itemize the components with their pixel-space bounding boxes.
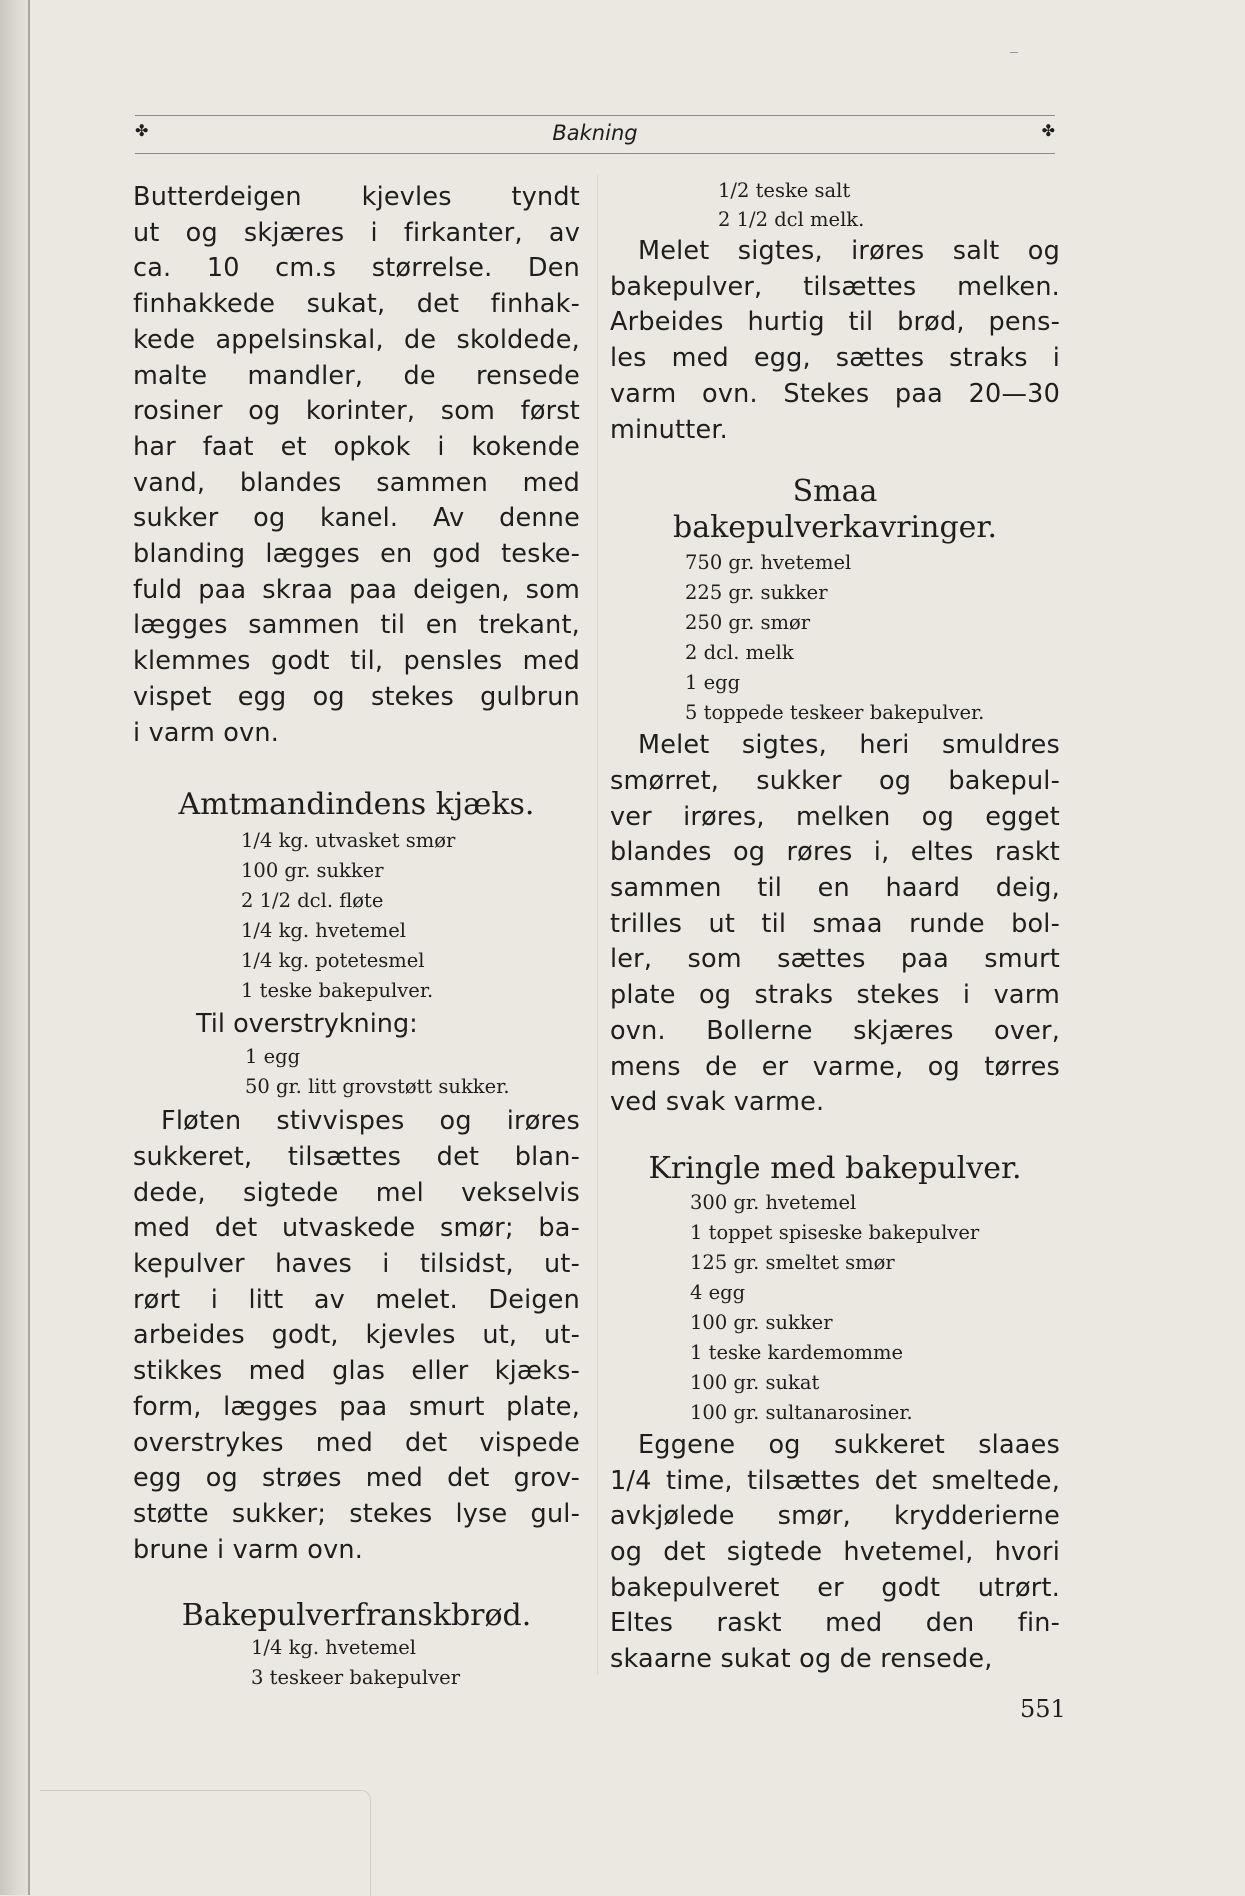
text-line: arbeides godt, kjevles ut, ut-: [133, 1320, 580, 1351]
ingredient-text: kg. potetesmel: [278, 949, 425, 973]
ingredient-text: kg. hvetemel: [278, 919, 407, 943]
ingredient-item: [241, 856, 580, 886]
text-line: vispet egg og stekes gulbrun: [133, 681, 580, 712]
ornament-left-icon: ✤: [135, 121, 149, 140]
text-line: les med egg, sættes straks i: [610, 343, 1060, 374]
topping-list: [133, 1042, 580, 1102]
ingredient-item: [718, 205, 1060, 234]
text-line: fuld paa skraa paa deigen, som: [133, 574, 580, 605]
text-line: lægges sammen til en trekant,: [133, 610, 580, 641]
ingredient-text: kg. hvetemel: [288, 1636, 417, 1660]
ingredient-text: kg. utvasket smør: [278, 829, 456, 853]
intro-paragraph: [133, 180, 580, 751]
ingredient-text: 3 teskeer bakepulver: [251, 1666, 461, 1690]
text-line: bakepulver, tilsættes melken.: [610, 271, 1060, 302]
ingredient-text: 1 teske bakepulver.: [241, 979, 434, 1003]
running-header: [135, 115, 1055, 155]
method-bakepulverfranskbrod: [610, 234, 1060, 448]
text-line: blanding lægges en god teske-: [133, 539, 580, 570]
ingredient-text: dcl. fløte: [297, 889, 384, 913]
ingredient-item: 1 egg: [245, 1045, 301, 1069]
text-line: malte mandler, de rensede: [133, 360, 580, 391]
ingredient-item: [251, 1663, 580, 1693]
text-line: stikkes med glas eller kjæks-: [133, 1356, 580, 1387]
ingredient-quantity: 1/4: [251, 1636, 283, 1660]
ingredient-item: 100 gr. sultanarosiner.: [690, 1400, 913, 1424]
method-kavringer: [610, 728, 1060, 1121]
ingredient-item: 1 egg: [685, 671, 741, 695]
ingredient-item: 750 gr. hvetemel: [685, 551, 852, 575]
ingredient-item: [241, 976, 580, 1006]
text-line: brune i varm ovn.: [133, 1534, 364, 1565]
text-line: smørret, sukker og bakepul-: [610, 765, 1060, 796]
ingredient-item: 125 gr. smeltet smør: [690, 1250, 895, 1274]
text-line: kepulver haves i tilsidst, ut-: [133, 1249, 580, 1280]
text-line: avkjølede smør, krydderierne: [610, 1501, 1060, 1532]
ingredient-text: 100 gr. sukker: [241, 859, 384, 883]
text-line: kede appelsinskal, de skoldede,: [133, 324, 580, 355]
ingredient-item: 5 toppede teskeer bakepulver.: [685, 701, 985, 725]
text-line: Butterdeigen kjevles tyndt: [133, 182, 580, 212]
ingredient-item: [718, 176, 1060, 205]
text-line: minutter.: [610, 414, 728, 445]
text-line: ca. 10 cm.s størrelse. Den: [133, 253, 580, 284]
text-line: og det sigtede hvetemel, hvori: [610, 1537, 1060, 1568]
text-line: skaarne sukat og de rensede,: [610, 1644, 993, 1675]
header-title: Bakning: [552, 121, 638, 145]
recipe-title-amtmandindens: Amtmandindens kjæks.: [178, 787, 535, 823]
text-line: Eggene og sukkeret slaaes: [638, 1429, 1060, 1460]
ingredient-item: [241, 826, 580, 856]
method-kringle: [610, 1428, 1060, 1678]
text-line: ovn. Bollerne skjæres over,: [610, 1015, 1060, 1046]
text-line: vand, blandes sammen med: [133, 467, 580, 498]
ingredient-quantity: 2 1/2: [718, 208, 768, 231]
text-line: egg og strøes med det grov-: [133, 1463, 580, 1494]
ingredient-item: 50 gr. litt grovstøtt sukker.: [245, 1075, 510, 1099]
ingredient-quantity: 2 1/2: [241, 889, 291, 913]
ingredient-item: [241, 946, 580, 976]
text-line: trilles ut til smaa runde bol-: [610, 908, 1060, 939]
text-line: ver irøres, melken og egget: [610, 801, 1060, 832]
text-line: Fløten stivvispes og irøres: [161, 1106, 580, 1137]
text-line: 1/4 time, tilsættes det smeltede,: [610, 1465, 1060, 1496]
ingredient-item: 250 gr. smør: [685, 611, 811, 635]
ingredient-quantity: 1/2: [718, 179, 750, 202]
ingredient-item: 1 toppet spiseske bakepulver: [690, 1220, 980, 1244]
page-number: 551: [1020, 1695, 1066, 1723]
ornament-right-icon: ✤: [1041, 121, 1055, 140]
ingredient-item: 300 gr. hvetemel: [690, 1190, 857, 1214]
ingredient-text: dcl melk.: [774, 208, 865, 231]
topping-subheading: Til overstrykning:: [196, 1009, 418, 1040]
text-line: blandes og røres i, eltes raskt: [610, 837, 1060, 868]
text-line: mens de er varme, og tørres: [610, 1051, 1060, 1082]
recipe-title-kringle: Kringle med bakepulver.: [648, 1150, 1022, 1186]
text-line: har faat et opkok i kokende: [133, 431, 580, 462]
ingredient-list-kringle: [610, 1188, 1060, 1428]
text-line: sukker og kanel. Av denne: [133, 503, 580, 534]
text-line: bakepulveret er godt utrørt.: [610, 1572, 1060, 1603]
text-line: i varm ovn.: [133, 717, 280, 748]
ingredient-item: [241, 886, 580, 916]
spine-edge: [28, 0, 30, 1895]
text-line: sammen til en haard deig,: [610, 873, 1060, 904]
text-line: form, lægges paa smurt plate,: [133, 1391, 580, 1422]
ingredient-quantity: 1/4: [241, 949, 273, 973]
ingredient-list-continued: [610, 176, 1060, 234]
book-spine: [0, 0, 30, 1895]
text-line: plate og straks stekes i varm: [610, 980, 1060, 1011]
ingredient-item: [251, 1633, 580, 1663]
ingredient-item: 100 gr. sukker: [690, 1310, 833, 1334]
header-rule-top: [135, 115, 1055, 116]
right-column: [610, 176, 1060, 1678]
text-line: overstrykes med det vispede: [133, 1427, 580, 1458]
page-corner-mark: [40, 1790, 371, 1896]
ingredient-quantity: 1/4: [241, 919, 273, 943]
text-line: varm ovn. Stekes paa 20—30: [610, 378, 1060, 409]
ingredient-item: 2 dcl. melk: [685, 641, 794, 665]
ingredient-item: 4 egg: [690, 1280, 746, 1304]
ingredient-list-bakepulverfranskbrod: [133, 1633, 580, 1693]
text-line: ut og skjæres i firkanter, av: [133, 217, 580, 248]
recipe-title-bakepulverkavringer: bakepulverkavringer.: [673, 510, 997, 546]
text-line: sukkeret, tilsættes det blan-: [133, 1141, 580, 1172]
text-line: Melet sigtes, heri smuldres: [638, 730, 1060, 761]
text-line: med det utvaskede smør; ba-: [133, 1213, 580, 1244]
ingredient-item: [241, 916, 580, 946]
ingredient-list-amtmandindens: [133, 826, 580, 1006]
text-line: støtte sukker; stekes lyse gul-: [133, 1498, 580, 1529]
text-line: Arbeides hurtig til brød, pens-: [610, 307, 1060, 338]
text-line: dede, sigtede mel vekselvis: [133, 1177, 580, 1208]
text-line: ved svak varme.: [610, 1087, 825, 1118]
text-line: Eltes raskt med den fin-: [610, 1608, 1060, 1639]
left-column: [133, 180, 580, 1693]
text-line: rørt i litt av melet. Deigen: [133, 1284, 580, 1315]
ingredient-text: teske salt: [755, 179, 851, 202]
ingredient-item: 1 teske kardemomme: [690, 1340, 904, 1364]
text-line: klemmes godt til, pensles med: [133, 646, 580, 677]
margin-mark: [1010, 52, 1018, 53]
method-amtmandindens: [133, 1104, 580, 1568]
text-line: finhakkede sukat, det finhak-: [133, 289, 580, 320]
text-line: rosiner og korinter, som først: [133, 396, 580, 427]
text-line: ler, som sættes paa smurt: [610, 944, 1060, 975]
ingredient-item: 100 gr. sukat: [690, 1370, 820, 1394]
ingredient-item: 225 gr. sukker: [685, 581, 828, 605]
header-rule-bottom: [135, 153, 1055, 154]
column-divider: [597, 175, 598, 1675]
ingredient-list-kavringer: [610, 548, 1060, 728]
recipe-title-bakepulverfranskbrod: Bakepulverfranskbrød.: [181, 1598, 532, 1634]
recipe-title-smaa: Smaa: [792, 474, 878, 510]
ingredient-quantity: 1/4: [241, 829, 273, 853]
text-line: Melet sigtes, irøres salt og: [638, 236, 1060, 266]
